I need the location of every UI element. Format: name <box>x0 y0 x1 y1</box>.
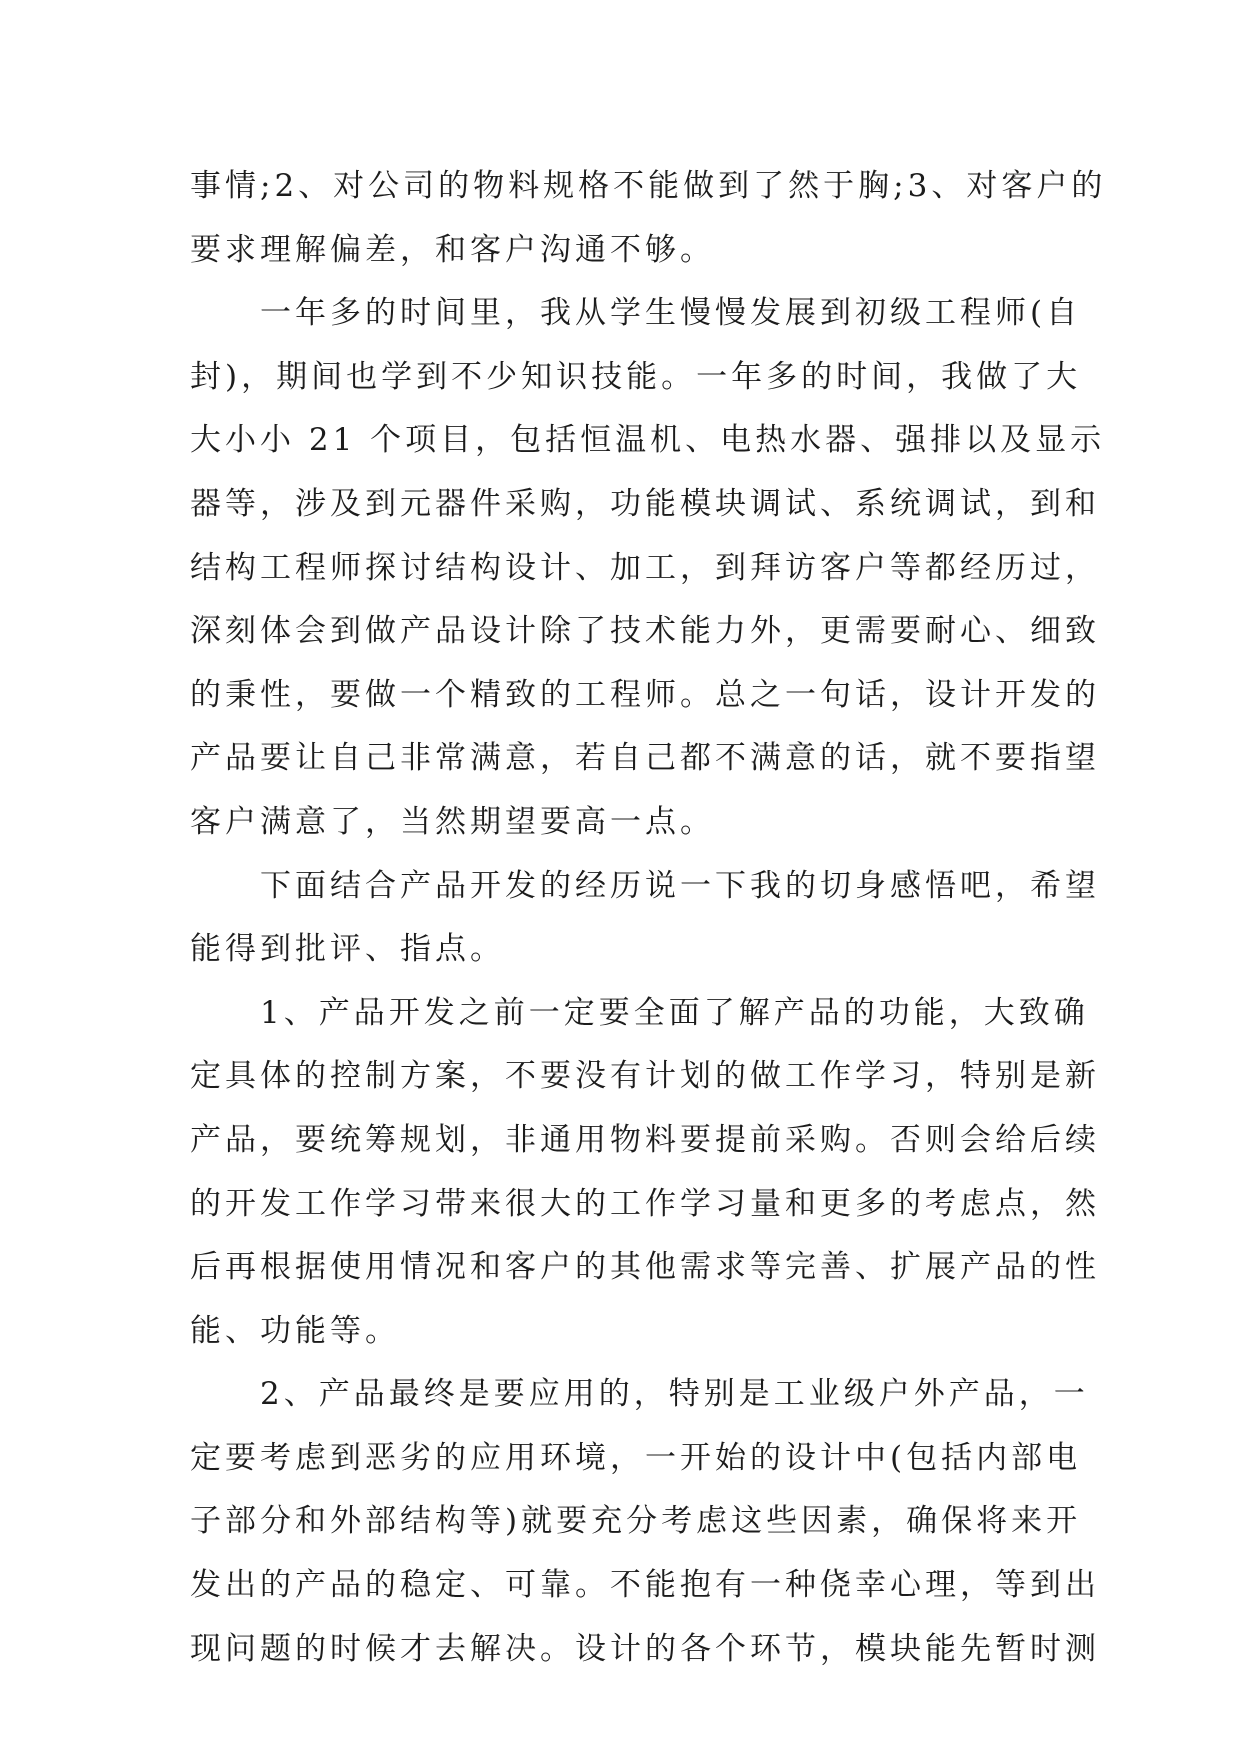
text-line: 的开发工作学习带来很大的工作学习量和更多的考虑点，然 <box>190 1185 1100 1222</box>
text-line: 发出的产品的稳定、可靠。不能抱有一种侥幸心理，等到出 <box>190 1567 1100 1604</box>
text-line: 深刻体会到做产品设计除了技术能力外，更需要耐心、细致 <box>190 613 1100 650</box>
text-line: 事情;2、对公司的物料规格不能做到了然于胸;3、对客户的 <box>190 168 1107 204</box>
text-line: 子部分和外部结构等)就要充分考虑这些因素，确保将来开 <box>190 1503 1082 1540</box>
text-line: 定要考虑到恶劣的应用环境，一开始的设计中(包括内部电 <box>190 1439 1082 1476</box>
text-line: 现问题的时候才去解决。设计的各个环节，模块能先暂时测 <box>190 1630 1100 1667</box>
text-line: 要求理解偏差，和客户沟通不够。 <box>190 231 715 268</box>
text-line: 封)，期间也学到不少知识技能。一年多的时间，我做了大 <box>190 358 1082 395</box>
text-line: 能、功能等。 <box>190 1312 400 1349</box>
text-line: 结构工程师探讨结构设计、加工，到拜访客户等都经历过， <box>190 549 1100 586</box>
paragraph-first-line: 1、产品开发之前一定要全面了解产品的功能，大致确 <box>260 994 1089 1031</box>
text-line: 的秉性，要做一个精致的工程师。总之一句话，设计开发的 <box>190 676 1100 713</box>
paragraph-first-line: 一年多的时间里，我从学生慢慢发展到初级工程师(自 <box>260 295 1082 332</box>
text-line: 产品要让自己非常满意，若自己都不满意的话，就不要指望 <box>190 740 1100 777</box>
text-line: 定具体的控制方案，不要没有计划的做工作学习，特别是新 <box>190 1058 1100 1095</box>
paragraph-first-line: 下面结合产品开发的经历说一下我的切身感悟吧，希望 <box>260 867 1100 904</box>
text-line: 能得到批评、指点。 <box>190 931 505 968</box>
paragraph-first-line: 2、产品最终是要应用的，特别是工业级户外产品，一 <box>260 1376 1089 1413</box>
text-line: 大小小 21 个项目，包括恒温机、电热水器、强排以及显示 <box>190 422 1106 459</box>
text-line: 后再根据使用情况和客户的其他需求等完善、扩展产品的性 <box>190 1249 1100 1286</box>
text-line: 客户满意了，当然期望要高一点。 <box>190 803 715 840</box>
document-body <box>190 155 1107 1681</box>
text-line: 器等，涉及到元器件采购，功能模块调试、系统调试，到和 <box>190 485 1100 522</box>
text-line: 产品，要统筹规划，非通用物料要提前采购。否则会给后续 <box>190 1121 1100 1158</box>
